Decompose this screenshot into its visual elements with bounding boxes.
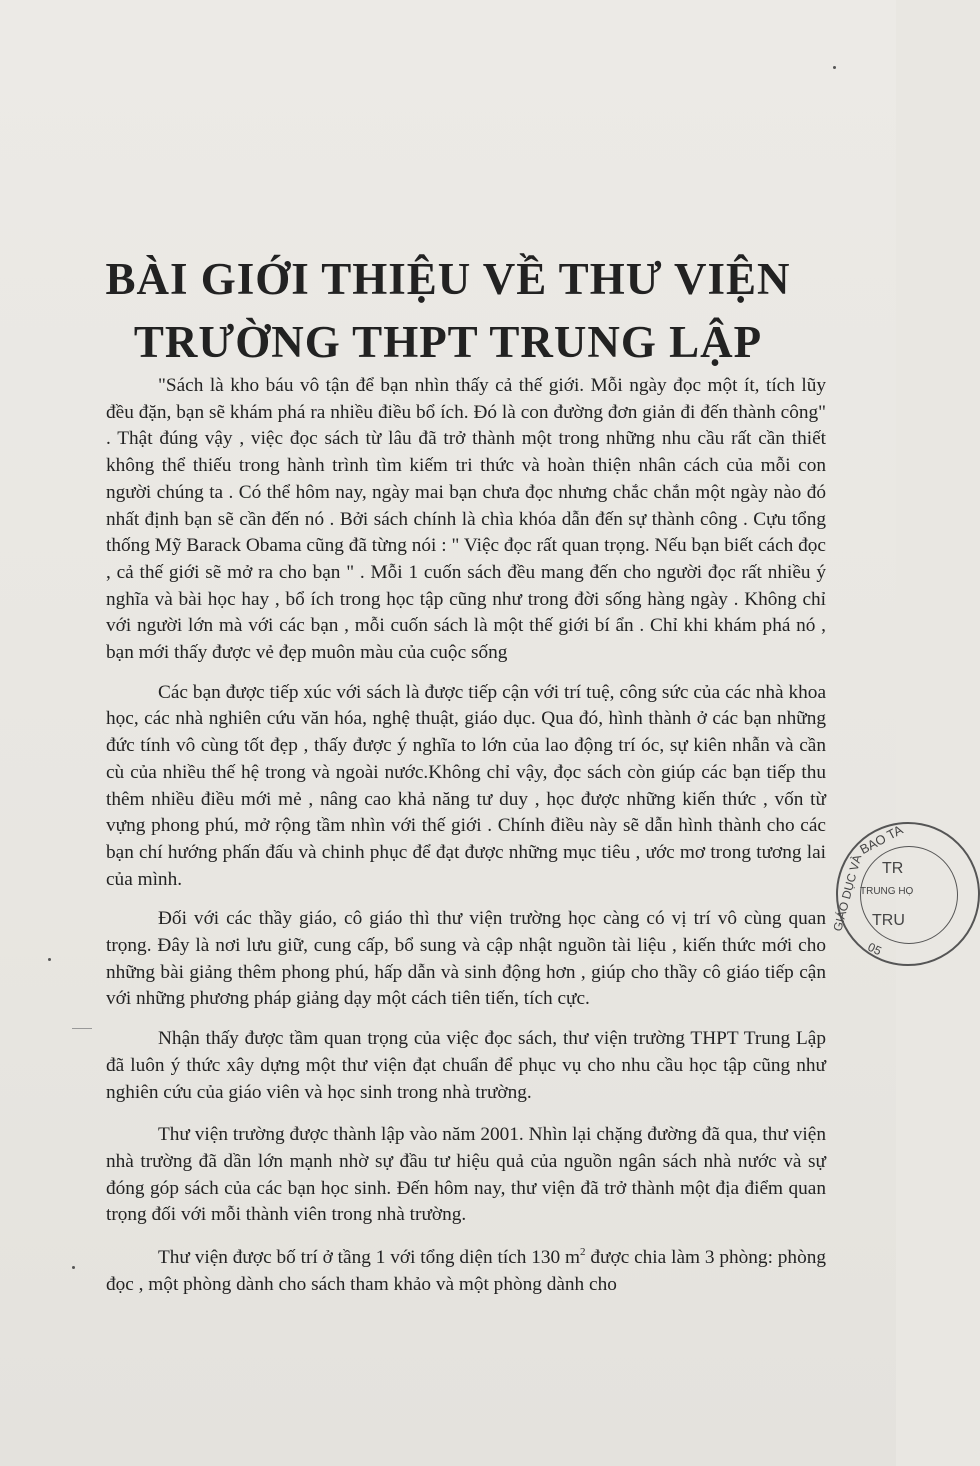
paragraph-5: Thư viện trường được thành lập vào năm 2001. Nhìn lại chặng đường đã qua, thư viện nhà trường đã dần lớn mạnh nhờ sự đầu tư hiệu quả của nguồn ngân sách nhà nước và sự đóng góp sách của các bạn học sinh. Đến hôm nay, thư viện đã trở thành một địa điểm quan trọng đối với mỗi thành viên trong nhà trường.	[106, 1124, 826, 1226]
paragraph-2: Các bạn được tiếp xúc với sách là được tiếp cận với trí tuệ, công sức của các nhà khoa học, các nhà nghiên cứu văn hóa, nghệ thuật, giáo dục. Qua đó, hình thành ở các bạn những đức tính vô cùng tốt đẹp , thấy được ý nghĩa to lớn của lao động trí óc, sự kiên nhẫn và cần cù của nhiều thế hệ trong và ngoài nước.Không chỉ vậy, đọc sách còn giúp các bạn tiếp thu thêm nhiều điều mới mẻ , nâng cao khả năng tư duy , học được những kiến thức , vốn từ vựng phong phú, mở rộng tầm nhìn với thế giới . Chính điều này sẽ dẫn hình thành cho các bạn chí hướng phấn đấu và chinh phục để đạt được những mục tiêu , ước mơ trong tương lai của mình.	[106, 681, 826, 890]
paragraph-6-start: Thư viện được bố trí ở tầng 1 với tổng diện tích 130 m	[158, 1247, 581, 1269]
paragraph-1: "Sách là kho báu vô tận để bạn nhìn thấy cả thế giới. Mỗi ngày đọc một ít, tích lũy đều đặn, bạn sẽ khám phá ra nhiều điều bổ ích. Đó là con đường đơn giản đi đến thành công" . Thật đúng vậy , việc đọc sách từ lâu đã trở thành một trong những nhu cầu rất cần thiết không thể thiếu trong hành trình tìm kiếm tri thức và hoàn thiện nhân cách của mỗi con người chúng ta . Có thể hôm nay, ngày mai bạn chưa đọc nhưng chắc chắn một ngày nào đó nhất định bạn sẽ cần đến nó . Bởi sách chính là chìa khóa dẫn đến sự thành công . Cựu tổng thống Mỹ Barack Obama cũng đã từng nói : " Việc đọc rất quan trọng. Nếu bạn biết cách đọc , cả thế giới sẽ mở ra cho bạn " . Mỗi 1 cuốn sách đều mang đến cho người đọc rất nhiều ý nghĩa và bài học hay , bổ ích trong học tập cũng như trong đời sống hàng ngày . Không chỉ với người lớn mà với các bạn , mỗi cuốn sách là một thế giới bí ẩn . Chỉ khi khám phá nó , bạn mới thấy được vẻ đẹp muôn màu của cuộc sống	[106, 375, 826, 664]
document-body	[106, 373, 826, 1305]
paper-speck	[72, 1266, 75, 1269]
title-line-2: TRƯỜNG THPT TRUNG LẬP	[133, 317, 763, 367]
school-seal-stamp	[830, 821, 980, 966]
stamp-bottom-text: 05	[865, 939, 884, 959]
page-title	[0, 248, 896, 374]
paragraph-3: Đối với các thầy giáo, cô giáo thì thư viện trường học càng có vị trí vô cùng quan trọng. Đây là nơi lưu giữ, cung cấp, bổ sung và cập nhật nguồn tài liệu , kiến thức mới cho những bài giảng thêm phong phú, hấp dẫn và sinh động hơn , giúp cho thầy cô giáo tiếp cận với những phương pháp giảng dạy một cách tiên tiến, tích cực.	[106, 908, 826, 1010]
paragraph-6-end: được chia làm 3 phòng: phòng đọc , một phòng dành cho sách tham khảo và một phòng dành cho	[106, 1247, 826, 1295]
stamp-line-1: TR	[882, 860, 904, 877]
stamp-line-2: TRUNG HỌ	[860, 886, 914, 897]
area-unit-superscript: 2	[580, 1246, 586, 1259]
paragraph-6	[106, 1245, 826, 1298]
stamp-line-3: TRU	[872, 912, 905, 929]
stamp-top-text: BAO TA	[857, 821, 906, 858]
title-line-1: BÀI GIỚI THIỆU VỀ THƯ VIỆN	[105, 254, 791, 304]
paragraph-4: Nhận thấy được tầm quan trọng của việc đọc sách, thư viện trường THPT Trung Lập đã luôn ý thức xây dựng một thư viện đạt chuẩn để phục vụ cho nhu cầu học tập cũng như nghiên cứu của giáo viên và học sinh trong nhà trường.	[106, 1028, 826, 1103]
paper-mark	[72, 1028, 92, 1029]
paper-speck	[48, 958, 51, 961]
paper-speck	[833, 66, 836, 69]
stamp-left-text: GIÁO DỤC VÀ	[830, 853, 865, 933]
